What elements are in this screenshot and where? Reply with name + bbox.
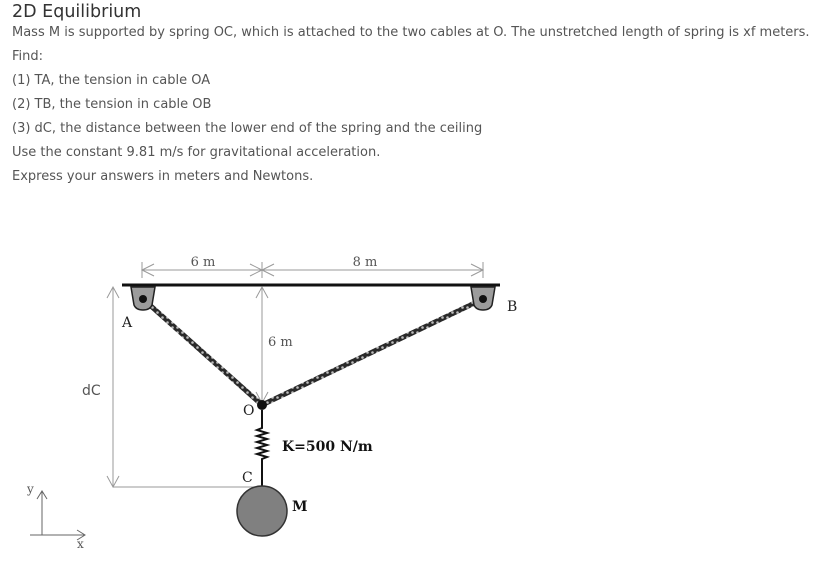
support-b xyxy=(471,287,495,310)
label-c: C xyxy=(242,470,253,486)
label-o: O xyxy=(243,403,255,419)
page-title: 2D Equilibrium xyxy=(12,2,142,22)
dim-vertical-label: 6 m xyxy=(268,335,293,350)
axis-x-label: x xyxy=(77,537,84,551)
label-b: B xyxy=(507,299,518,315)
find-item-tb: (2) TB, the tension in cable OB xyxy=(12,97,212,112)
cable-oa xyxy=(143,299,262,405)
axes-icon xyxy=(30,491,85,540)
dim-right-label: 8 m xyxy=(352,255,378,270)
constant-note: Use the constant 9.81 m/s for gravitational acceleration. xyxy=(12,145,381,160)
dimension-vertical xyxy=(256,287,268,403)
dc-label: dC xyxy=(82,383,101,399)
label-mass: M xyxy=(292,499,308,515)
support-a xyxy=(131,287,155,310)
axis-y-label: y xyxy=(27,482,34,496)
find-item-ta: (1) TA, the tension in cable OA xyxy=(12,73,211,88)
find-item-dc: (3) dC, the distance between the lower end of the spring and the ceiling xyxy=(12,121,483,136)
joint-o xyxy=(257,400,267,410)
label-a: A xyxy=(122,315,133,331)
spring-oc xyxy=(257,410,267,470)
spring-constant-label: K=500 N/m xyxy=(282,439,373,455)
cable-ob xyxy=(262,299,483,405)
problem-statement: Mass M is supported by spring OC, which is attached to the two cables at O. The unstretched length of spring is xf meters. xyxy=(12,25,810,40)
units-note: Express your answers in meters and Newtons. xyxy=(12,169,314,184)
mass-m xyxy=(237,486,287,536)
dim-left-label: 6 m xyxy=(190,255,216,270)
find-label: Find: xyxy=(12,49,44,64)
